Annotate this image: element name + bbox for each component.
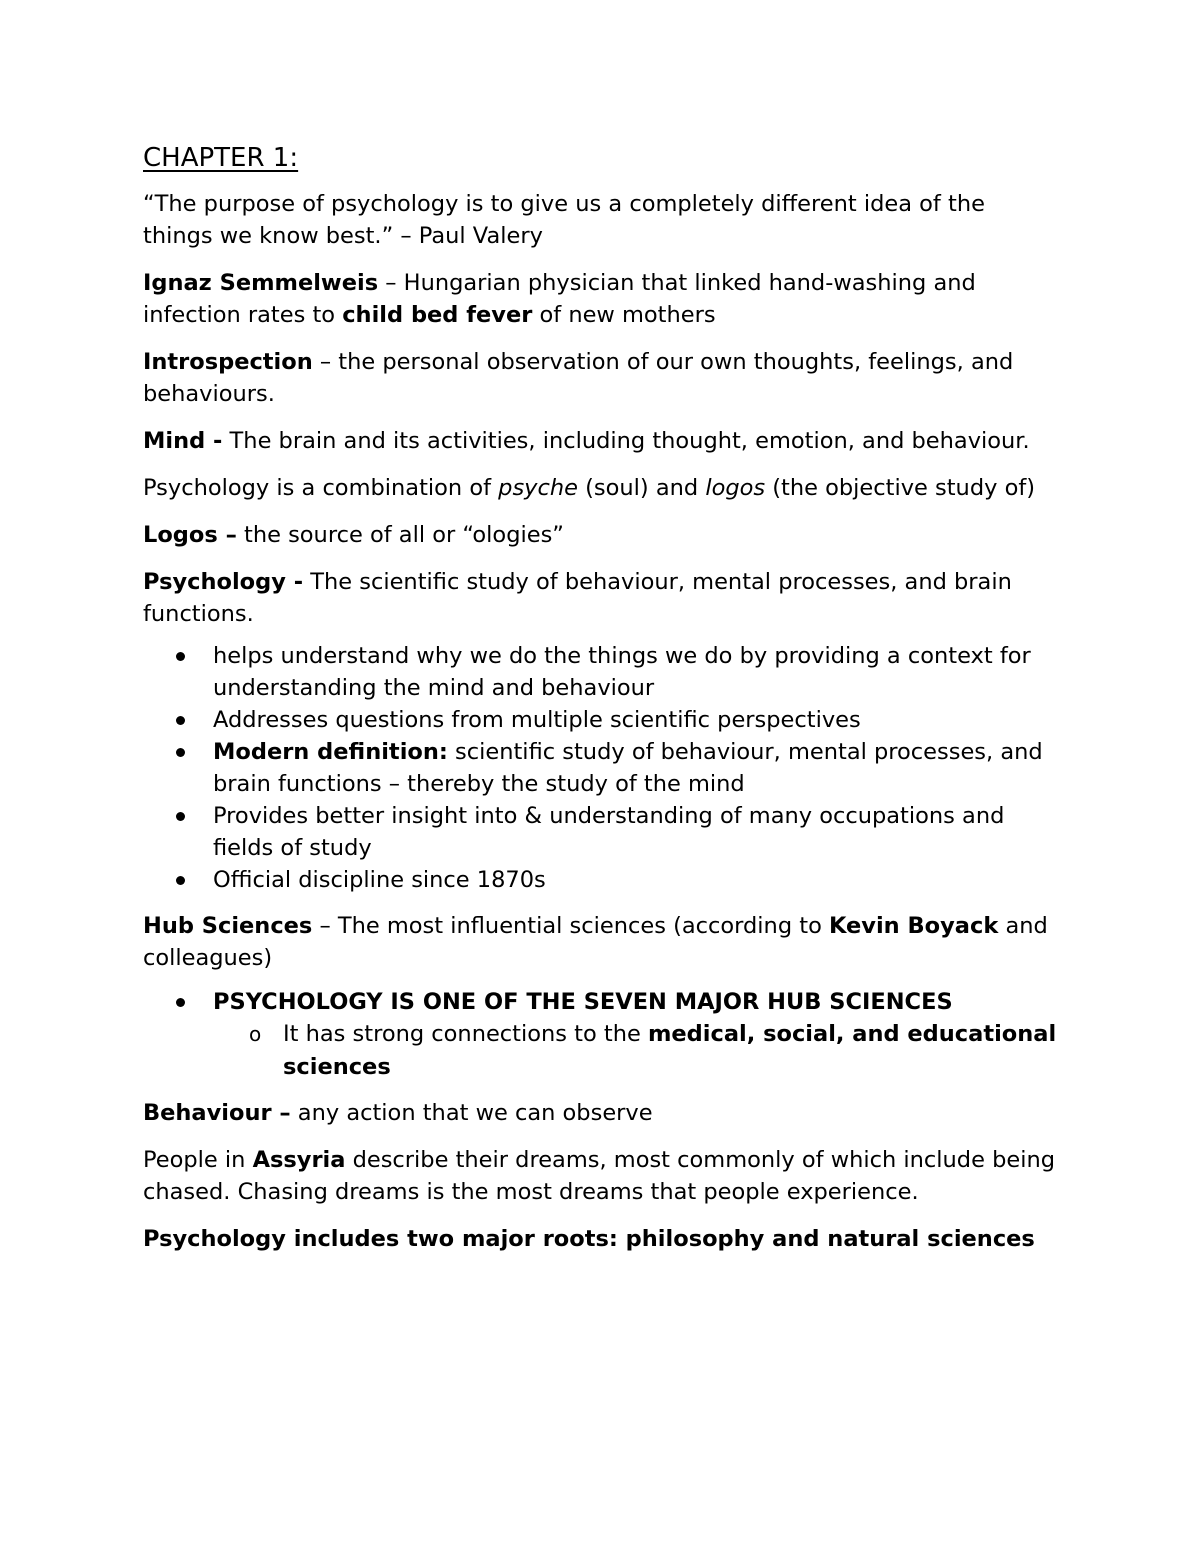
hub-bullet-text: PSYCHOLOGY IS ONE OF THE SEVEN MAJOR HUB SCIENCES <box>213 989 953 1015</box>
assyria-paragraph <box>143 1144 1058 1208</box>
hub-bullet-list <box>143 986 1058 1084</box>
behaviour-text: any action that we can observe <box>290 1100 653 1126</box>
list-item: helps understand why we do the things we do by providing a context for understanding the mind and behaviour <box>143 640 1058 704</box>
hub-sub-text: It has strong connections to the <box>283 1021 648 1047</box>
quote-text: “The purpose of psychology is to give us a completely different idea of the things we know best.” – Paul Valery <box>143 191 985 249</box>
combination-paragraph <box>143 472 1058 504</box>
assyria-text-a: People in <box>143 1147 253 1173</box>
hub-sub-emph: medical, social, and educational sciences <box>283 1021 1057 1080</box>
hub-term: Hub Sciences <box>143 913 313 939</box>
logos-term: Logos – <box>143 522 237 548</box>
psychology-text: The scientific study of behaviour, mental processes, and brain functions. <box>143 569 1012 627</box>
introspection-text: – the personal observation of our own thoughts, feelings, and behaviours. <box>143 349 1014 407</box>
roots-paragraph <box>143 1223 1058 1255</box>
hub-text-a: – The most influential sciences (according to <box>312 913 829 939</box>
assyria-place: Assyria <box>252 1147 346 1173</box>
list-item: Provides better insight into & understanding of many occupations and fields of study <box>143 800 1058 864</box>
semmelweis-text-a: – Hungarian physician that linked hand-washing and infection rates to <box>143 270 976 328</box>
assyria-text-b: describe their dreams, most commonly of which include being chased. Chasing dreams is the most dreams that people experience. <box>143 1147 1056 1205</box>
hub-paragraph <box>143 910 1058 974</box>
behaviour-term: Behaviour – <box>143 1100 291 1126</box>
sub-list-item <box>213 1018 1058 1084</box>
combination-text-a: Psychology is a combination of <box>143 475 499 501</box>
introspection-term: Introspection <box>143 349 313 375</box>
roots-text: Psychology includes two major roots: philosophy and natural sciences <box>143 1226 1035 1252</box>
psychology-term: Psychology - <box>143 569 304 595</box>
document-page <box>143 140 1058 1270</box>
hub-sub-list <box>213 1018 1058 1084</box>
modern-definition-term: Modern definition: <box>213 739 448 765</box>
opening-quote <box>143 188 1058 252</box>
chapter-heading: CHAPTER 1: <box>143 143 299 173</box>
semmelweis-text-b: of new mothers <box>532 302 716 328</box>
psyche-word: psyche <box>498 475 578 501</box>
introspection-paragraph <box>143 346 1058 410</box>
semmelweis-term: Ignaz Semmelweis <box>143 270 379 296</box>
hub-text-b: and colleagues) <box>143 913 1048 971</box>
combination-text-c: (the objective study of) <box>765 475 1036 501</box>
behaviour-paragraph <box>143 1097 1058 1129</box>
hub-name: Kevin Boyack <box>829 913 999 939</box>
list-item: Addresses questions from multiple scientific perspectives <box>143 704 1058 736</box>
list-item <box>143 736 1058 800</box>
semmelweis-emph: child bed fever <box>342 302 533 328</box>
semmelweis-paragraph <box>143 267 1058 331</box>
mind-text: The brain and its activities, including thought, emotion, and behaviour. <box>222 428 1030 454</box>
logos-paragraph <box>143 519 1058 551</box>
psychology-paragraph <box>143 566 1058 630</box>
modern-definition-text: scientific study of behaviour, mental processes, and brain functions – thereby the study of the mind <box>213 739 1043 797</box>
psychology-bullet-list <box>143 640 1058 896</box>
combination-text-b: (soul) and <box>577 475 706 501</box>
logos-text: the source of all or “ologies” <box>236 522 564 548</box>
mind-term: Mind - <box>143 428 223 454</box>
list-item <box>143 986 1058 1084</box>
mind-paragraph <box>143 425 1058 457</box>
list-item: Official discipline since 1870s <box>143 864 1058 896</box>
logos-word: logos <box>705 475 766 501</box>
